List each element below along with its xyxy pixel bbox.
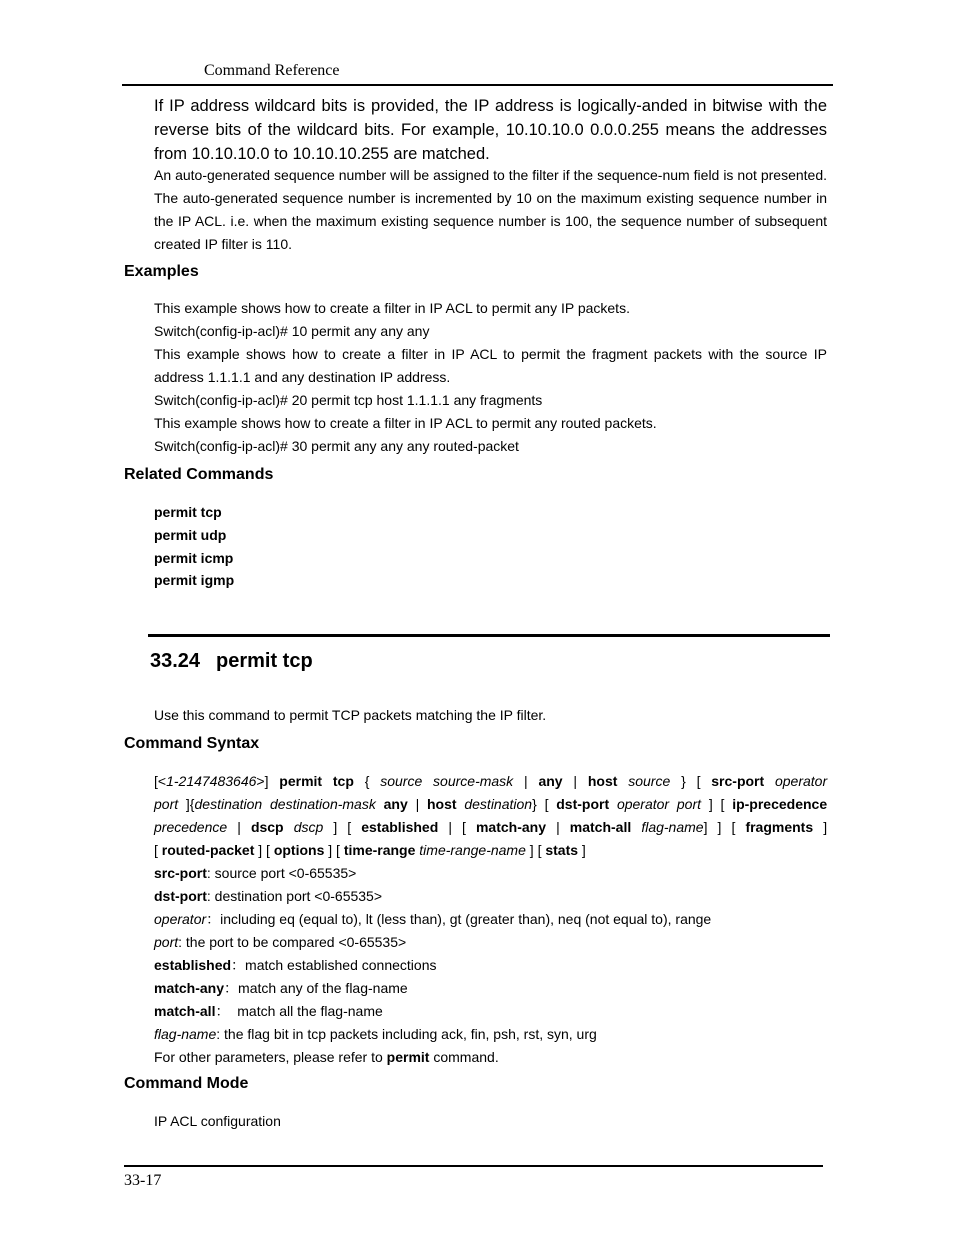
examples-list [154, 297, 827, 458]
section-title [150, 650, 313, 673]
param-dst-port: dst-port: destination port <0-65535> [154, 888, 383, 904]
header-divider [122, 84, 833, 86]
footer-divider [124, 1165, 823, 1167]
section-number: 33.24 [150, 650, 201, 672]
running-header: Command Reference [204, 62, 340, 79]
page-number: 33-17 [124, 1172, 162, 1189]
section-divider [148, 634, 830, 637]
section-description: Use this command to permit TCP packets matching the IP filter. [154, 707, 547, 723]
param-flag-name: flag-name: the flag bit in tcp packets including ack, fin, psh, rst, syn, urg [154, 1026, 597, 1042]
related-command-link[interactable]: permit tcp [154, 504, 222, 520]
param-operator: operator：including eq (equal to), lt (less than), gt (greater than), neq (not equal to), range [154, 911, 712, 927]
command-mode-heading: Command Mode [124, 1075, 249, 1092]
syntax-line: port ]{destination destination-mask any | host destination} [ dst-port operator port ] [ ip-precedence [154, 796, 828, 812]
example-command: Switch(config-ip-acl)# 20 permit tcp host 1.1.1.1 any fragments [154, 392, 543, 408]
syntax-line: [ routed-packet ] [ options ] [ time-range time-range-name ] [ stats ] [154, 842, 586, 858]
param-port: port: the port to be compared <0-65535> [154, 934, 407, 950]
param-src-port: src-port: source port <0-65535> [154, 865, 357, 881]
example-line: This example shows how to create a filter in IP ACL to permit any routed packets. [154, 415, 657, 431]
related-commands-heading: Related Commands [124, 466, 274, 483]
section-name: permit tcp [216, 650, 313, 672]
command-syntax-block [154, 770, 827, 862]
example-command: Switch(config-ip-acl)# 10 permit any any any [154, 323, 430, 339]
wildcard-paragraph: If IP address wildcard bits is provided, the IP address is logically-anded in bitwise with the reverse bits of the wildcard bits. For example, 10.10.10.0 0.0.0.255 means the addresses from 10.10.10.0 to 10.10.10.255 are matched. [154, 97, 827, 163]
related-command-link[interactable]: permit igmp [154, 572, 235, 588]
example-line: This example shows how to create a filter in IP ACL to permit the fragment packets with the source IP address 1.1.1.1 and any destination IP address. [154, 346, 827, 385]
syntax-line: precedence | dscp dscp ] [ established | [ match-any | match-all flag-name] ] [ fragments ] [154, 819, 828, 835]
autogen-paragraph: An auto-generated sequence number will be assigned to the filter if the sequence-num field is not presented. The auto-generated sequence number is incremented by 10 on the maximum existing sequence number in the IP ACL. i.e. when the maximum existing sequence number is 100, the sequence number of subsequent created IP filter is 110. [154, 167, 827, 252]
param-match-all: match-all： match all the flag-name [154, 1003, 383, 1019]
related-command-link[interactable]: permit udp [154, 527, 227, 543]
other-parameters-note: For other parameters, please refer to permit command. [154, 1049, 499, 1065]
related-command-link[interactable]: permit icmp [154, 550, 234, 566]
example-command: Switch(config-ip-acl)# 30 permit any any any routed-packet [154, 438, 519, 454]
param-established: established：match established connections [154, 957, 437, 973]
param-match-any: match-any：match any of the flag-name [154, 980, 408, 996]
examples-heading: Examples [124, 263, 199, 280]
command-mode-value: IP ACL configuration [154, 1113, 281, 1129]
syntax-line: [<1-2147483646>] permit tcp { source source-mask | any | host source } [ src-port operator [154, 773, 828, 789]
parameter-list [154, 862, 827, 1069]
command-syntax-heading: Command Syntax [124, 735, 260, 752]
example-line: This example shows how to create a filter in IP ACL to permit any IP packets. [154, 300, 630, 316]
